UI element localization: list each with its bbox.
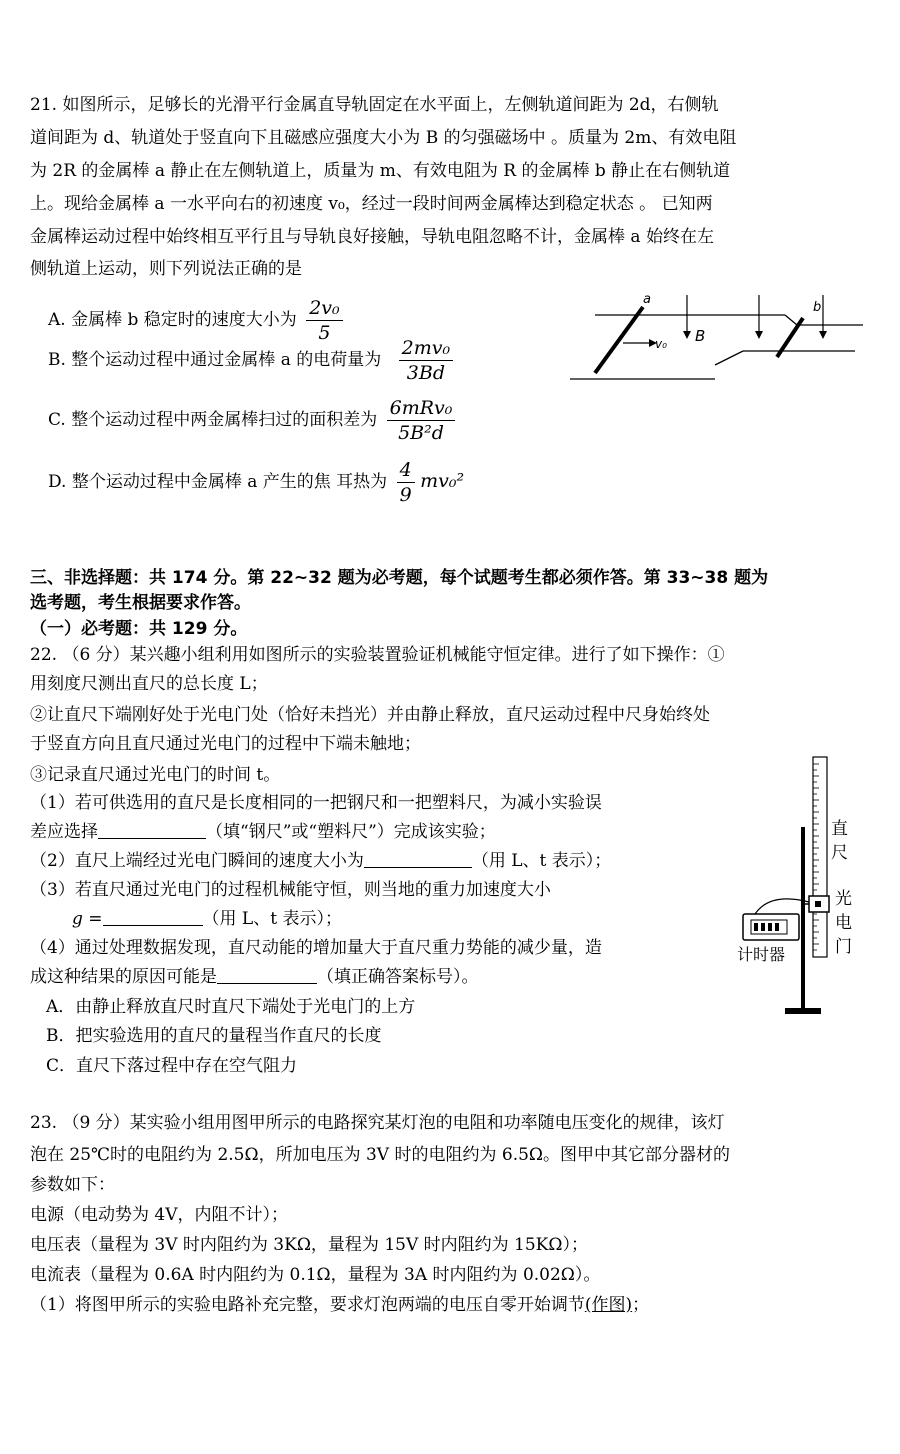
q21-option-c [48, 396, 455, 445]
q22-part2-line [30, 848, 611, 874]
label-B: B [695, 327, 706, 345]
q22-part3-prefix: g = [72, 909, 103, 929]
label-b: b [813, 300, 822, 315]
option-d-text: D. 整个运动过程中金属棒 a 产生的焦 耳热为 [48, 472, 388, 492]
option-a-denominator: 5 [318, 322, 331, 344]
q22-part4-prefix: 成这种结果的原因可能是 [30, 967, 217, 987]
photogate-sensor [815, 901, 821, 907]
q22-answer-blank-4[interactable] [217, 965, 317, 984]
upper-rail-step [785, 315, 797, 325]
option-b-denominator: 3Bd [406, 362, 445, 384]
q22-option-b: B．把实验选用的直尺的量程当作直尺的长度 [46, 1026, 382, 1046]
q22-answer-blank-1[interactable] [98, 820, 206, 839]
q21-line-5: 金属棒运动过程中始终相互平行且与导轨良好接触，导轨电阻忽略不计，金属棒 a 始终在左 [30, 227, 714, 247]
q22-line-3: ②让直尺下端刚好处于光电门处（恰好未挡光）并由静止释放，直尺运动过程中尺身始终处 [30, 705, 710, 725]
q22-line-1: 22. （6 分）某兴趣小组利用如图所示的实验装置验证机械能守恒定律。进行了如下操作：① [30, 645, 725, 665]
q22-part4-line-a: （4）通过处理数据发现，直尺动能的增加量大于直尺重力势能的减少量，造 [30, 938, 602, 958]
q22-part3-line-b [72, 906, 342, 932]
option-d-fraction [397, 458, 415, 507]
q21-line-4: 上。现给金属棒 a 一水平向右的初速度 v₀，经过一段时间两金属棒达到稳定状态 。 已知两 [30, 194, 713, 214]
q21-line-1: 21. 如图所示，足够长的光滑平行金属直导轨固定在水平面上，左侧轨道间距为 2d，右侧轨 [30, 95, 719, 115]
q21-option-b [48, 336, 453, 385]
q23-line-3: 参数如下： [30, 1175, 115, 1195]
option-b-fraction [399, 336, 453, 385]
option-c-numerator: 6mRv₀ [387, 396, 456, 421]
q22-part1-prefix: 差应选择 [30, 822, 98, 842]
q22-part2-suffix: （用 L、t 表示）； [471, 851, 612, 871]
q22-line-2: 用刻度尺测出直尺的总长度 L； [30, 674, 268, 694]
field-arrowhead-2 [755, 331, 763, 339]
section3-heading-2: 选考题，考生根据要求作答。 [30, 593, 251, 613]
label-v0: v₀ [655, 337, 667, 351]
q23-line-4: 电源（电动势为 4V，内阻不计）； [30, 1205, 288, 1225]
gate-label-3: 门 [835, 937, 852, 957]
rod-a [595, 307, 643, 373]
option-d-tail: mv₀² [420, 470, 465, 492]
option-c-denominator: 5B²d [398, 422, 444, 444]
q21-line-2: 道间距为 d、轨道处于竖直向下且磁感应强度大小为 B 的匀强磁场中 。质量为 2m、有效电阻 [30, 128, 737, 148]
q22-part2-prefix: （2）直尺上端经过光电门瞬间的速度大小为 [30, 851, 364, 871]
q21-line-3: 为 2R 的金属棒 a 静止在左侧轨道上，质量为 m、有效电阻为 R 的金属棒 b 静止在右侧轨道 [30, 161, 731, 181]
field-arrowhead-3 [819, 331, 827, 339]
stand-base [785, 1008, 821, 1014]
q23-part1-underlined: (作图) [584, 1295, 633, 1315]
q22-answer-blank-2[interactable] [364, 849, 472, 868]
q22-line-5: ③记录直尺通过光电门的时间 t。 [30, 765, 281, 785]
option-b-text: B. 整个运动过程中通过金属棒 a 的电荷量为 [48, 350, 382, 370]
gate-label-1: 光 [835, 889, 852, 909]
timer-cable [755, 899, 809, 914]
q22-part1-line-a: （1）若可供选用的直尺是长度相同的一把钢尺和一把塑料尺，为减小实验误 [30, 793, 602, 813]
q22-part1-line-b [30, 819, 496, 845]
ruler-label-1: 直 [831, 819, 848, 839]
q22-option-a: A．由静止释放直尺时直尺下端处于光电门的上方 [46, 997, 416, 1017]
q23-part1-prefix: （1）将图甲所示的实验电路补充完整，要求灯泡两端的电压自零开始调节 [30, 1295, 585, 1315]
lower-rail-step [715, 351, 743, 365]
q22-line-4: 于竖直方向且直尺通过光电门的过程中下端未触地； [30, 734, 421, 754]
q22-part3-suffix: （用 L、t 表示）； [202, 909, 342, 929]
option-a-numerator: 2v₀ [306, 296, 342, 321]
section3-heading-1: 三、非选择题：共 174 分。第 22~32 题为必考题，每个试题考生都必须作答。第 33~38 题为 [30, 568, 769, 588]
q22-answer-blank-3[interactable] [103, 907, 203, 926]
stand-pole [801, 827, 805, 1012]
option-b-numerator: 2mv₀ [399, 336, 453, 361]
option-d-numerator: 4 [397, 458, 415, 483]
q23-line-5: 电压表（量程为 3V 时内阻约为 3KΩ，量程为 15V 时内阻约为 15KΩ）； [30, 1235, 588, 1255]
gate-label-2: 电 [835, 913, 852, 933]
q22-part4-line-b [30, 964, 479, 990]
timer-label: 计时器 [737, 945, 786, 964]
q21-rail-figure [565, 285, 875, 395]
option-c-text: C. 整个运动过程中两金属棒扫过的面积差为 [48, 410, 378, 430]
q22-part4-suffix: （填正确答案标号）。 [317, 967, 479, 987]
q22-part1-suffix: （填“钢尺”或“塑料尺”）完成该实验； [206, 822, 496, 842]
q23-part1-line [30, 1292, 649, 1318]
q22-option-c: C．直尺下落过程中存在空气阻力 [46, 1056, 298, 1076]
q23-part1-suffix: ； [632, 1295, 650, 1315]
label-a: a [643, 292, 651, 307]
q23-line-1: 23. （9 分）某实验小组用图甲所示的电路探究某灯泡的电阻和功率随电压变化的规律，该灯 [30, 1113, 725, 1133]
option-c-fraction [387, 396, 456, 445]
q23-line-2: 泡在 25℃时的电阻约为 2.5Ω，所加电压为 3V 时的电阻约为 6.5Ω。图甲中其它部分器材的 [30, 1145, 731, 1165]
field-arrowhead-1 [683, 331, 691, 339]
q21-option-d [48, 458, 464, 507]
ruler-label-2: 尺 [831, 843, 848, 863]
q23-line-6: 电流表（量程为 0.6A 时内阻约为 0.1Ω，量程为 3A 时内阻约为 0.02Ω）。 [30, 1265, 601, 1285]
ruler-body [813, 757, 827, 957]
option-d-denominator: 9 [399, 484, 412, 506]
option-a-text: A. 金属棒 b 稳定时的速度大小为 [48, 310, 297, 330]
q22-apparatus-figure [735, 752, 870, 1022]
q21-line-6: 侧轨道上运动，则下列说法正确的是 [30, 259, 302, 279]
q22-part3-line-a: （3）若直尺通过光电门的过程机械能守恒，则当地的重力加速度大小 [30, 880, 551, 900]
section3-subheading: （一）必考题：共 129 分。 [30, 619, 248, 639]
